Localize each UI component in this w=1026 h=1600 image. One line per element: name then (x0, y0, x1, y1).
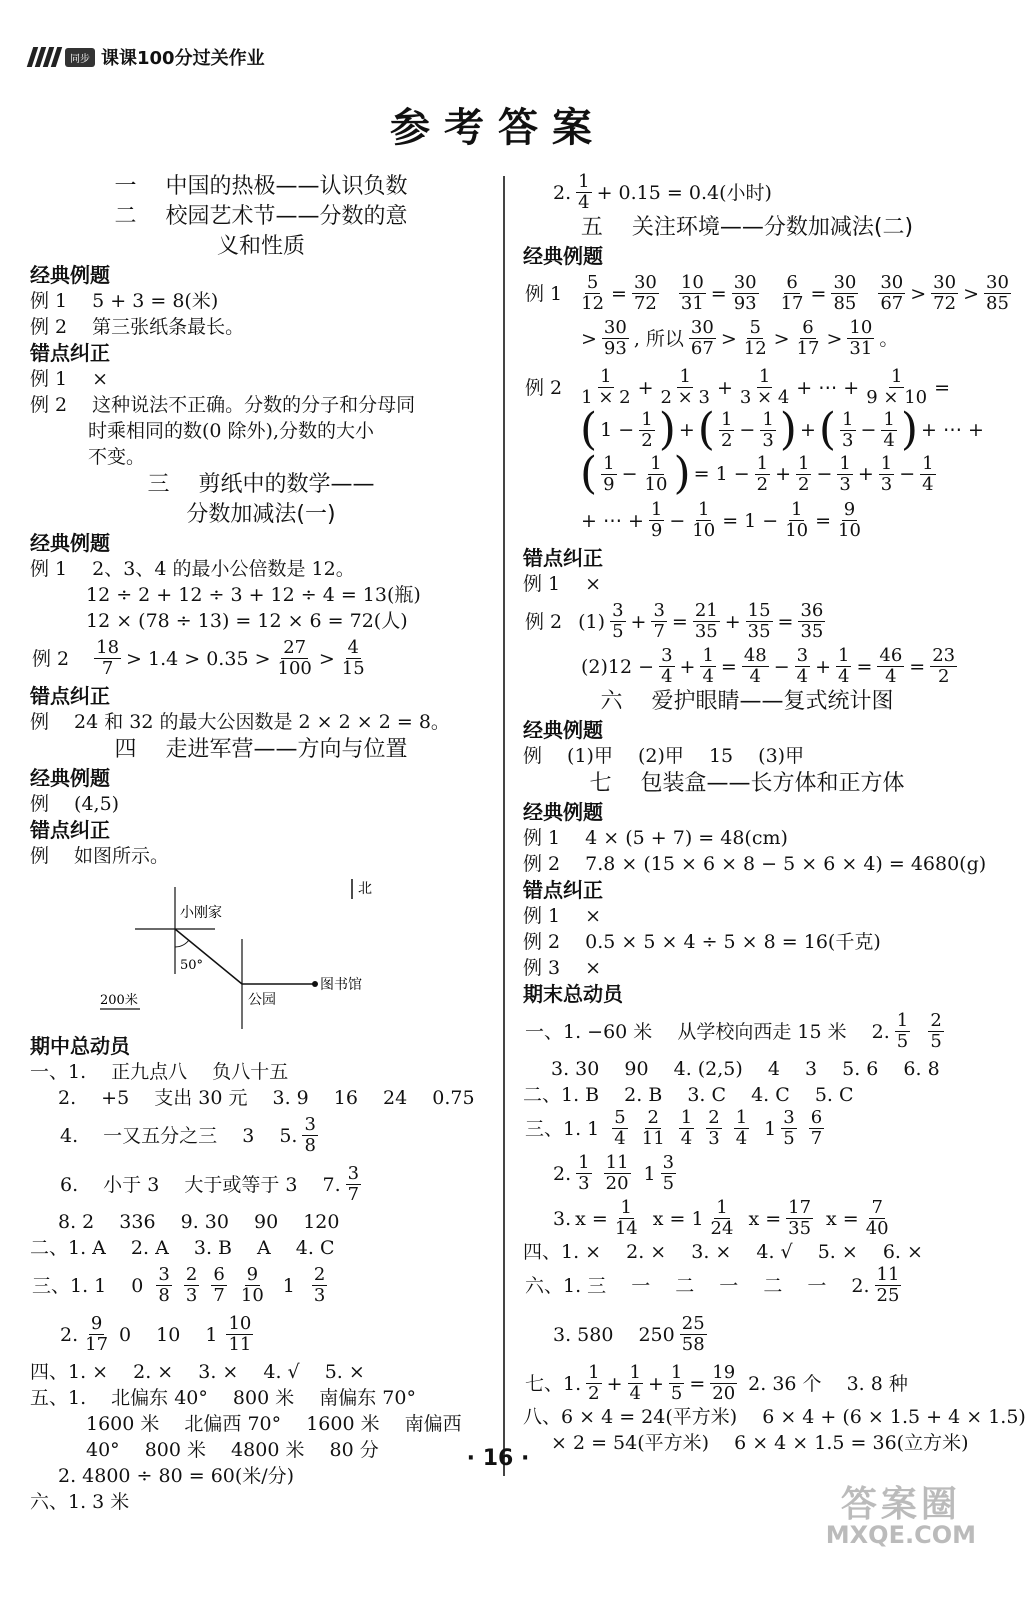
math-text: 三、1. 1 (525, 1117, 600, 1140)
fraction: $\frac{1}{10}$ (785, 499, 809, 541)
math-text: > (581, 327, 597, 350)
section-heading: 二 校园艺术节——分数的意 (114, 204, 408, 229)
math-text: x = 1 (652, 1207, 704, 1230)
answer-line: 12 × (78 ÷ 13) = 12 × 6 = 72(人) (86, 610, 408, 632)
left-column (30, 172, 492, 1515)
fraction: $\frac{17}{35}$ (788, 1197, 812, 1239)
fraction: $\frac{3}{8}$ (158, 1264, 170, 1306)
answer-line: 时乘相同的数(0 除外),分数的大小 (88, 420, 374, 442)
subheading: 错点纠正 (523, 878, 603, 902)
math-line (30, 638, 492, 679)
math-text: > (318, 647, 335, 670)
math-text: x = (748, 1207, 782, 1230)
math-line: 七、1. $\frac{1}{2}$ + $\frac{1}{4}$ + $\frac{1}{5}$ = $\frac{19}{20}$ 2. 36 个 3. 8 种 (525, 1362, 908, 1404)
answer-line: 例 1 × (30, 368, 109, 390)
math-text: 0 10 1 (119, 1323, 218, 1346)
fraction: $\frac{30}{85}$ (833, 272, 857, 314)
home-label: 小刚家 (180, 905, 222, 921)
answer-line: 例 2 第三张纸条最长。 (30, 316, 245, 338)
right-column (523, 171, 1026, 1456)
fraction: $\frac{11}{20}$ (605, 1152, 629, 1194)
badge: 同步 (65, 48, 95, 67)
math-line: + ⋯ + $\frac{1}{9}$ − $\frac{1}{10}$ = 1 − $\frac{1}{10}$ = $\frac{9}{10}$ (581, 499, 861, 541)
math-line: 例 2 $\frac{1}{1 \times 2}$ + $\frac{1}{2 \times 3}$ + $\frac{1}{3 \times 4}$ + ⋯ + $\frac{1}{9 \times 10}$ = (525, 366, 951, 408)
subheading: 期末总动员 (523, 982, 623, 1006)
answer-line: 12 ÷ 2 + 12 ÷ 3 + 12 ÷ 4 = 13(瓶) (86, 584, 421, 606)
answer-line: 例 (1)甲 (2)甲 15 (3)甲 (523, 745, 805, 767)
fraction: $\frac{46}{4}$ (879, 645, 903, 687)
subheading: 经典例题 (523, 718, 603, 742)
math-text: 3. (553, 1207, 572, 1230)
math-text: 1 (282, 1274, 295, 1297)
fraction: $\frac{1}{9}$ (603, 452, 615, 495)
subheading: 经典例题 (523, 800, 603, 824)
math-line (523, 1265, 971, 1306)
fraction: $\frac{30}{72}$ (633, 272, 657, 314)
book-title: 课课100分过关作业 (101, 48, 265, 69)
fraction: $\frac{3}{5}$ (612, 600, 624, 642)
answer-line: 四、1. × 2. × 3. × 4. √ 5. × (30, 1361, 365, 1383)
answer-line: 例 24 和 32 的最大公因数是 2 × 2 × 2 = 8。 (30, 711, 450, 733)
watermark-logo: 答案圈 (840, 1484, 961, 1525)
fraction: $\frac{1}{4}$ (838, 645, 850, 687)
fraction: $\frac{30}{72}$ (933, 272, 957, 314)
math-text: x = (575, 1207, 608, 1230)
fraction: $\frac{1}{2 \times 3}$ (660, 366, 710, 408)
fraction: $\frac{5}{4}$ (614, 1107, 626, 1149)
answer-line: 不变。 (88, 446, 146, 468)
math-line: 例 2 (1) $\frac{3}{5}$ + $\frac{3}{7}$ = $\frac{21}{35}$ + $\frac{15}{35}$ = $\frac{36}{35}$ (525, 600, 824, 642)
subheading: 错点纠正 (30, 341, 110, 365)
fraction: $\frac{10}{11}$ (228, 1313, 252, 1355)
angle-label: 50° (180, 958, 204, 973)
fraction: $\frac{1}{3}$ (880, 452, 893, 495)
answer-line: 40° 800 米 4800 米 80 分 (86, 1439, 379, 1461)
fraction: $\frac{6}{7}$ (213, 1264, 225, 1306)
fraction: $\frac{1}{4}$ (578, 171, 590, 213)
answer-line: 8. 2 336 9. 30 90 120 (58, 1211, 340, 1233)
fraction: $\frac{1}{4}$ (629, 1362, 641, 1404)
north-label: 北 (358, 881, 372, 897)
fraction: $\frac{7}{40}$ (865, 1197, 889, 1239)
answer-line: 例 1 5 + 3 = 8(米) (30, 290, 219, 312)
section-heading: 七 包装盒——长方体和正方体 (589, 771, 905, 796)
subheading: 错点纠正 (30, 684, 110, 708)
math-text: 6. 小于 3 大于或等于 3 7. (60, 1173, 341, 1196)
math-text: 例 1 (525, 282, 563, 305)
math-line (30, 1164, 492, 1205)
fraction: $\frac{6}{17}$ (796, 317, 820, 359)
fraction: $\frac{1}{3}$ (842, 408, 854, 451)
direction-diagram (100, 869, 430, 1039)
book-header (30, 44, 265, 70)
fraction: $\frac{2}{3}$ (313, 1264, 326, 1306)
math-line (523, 1011, 971, 1052)
fraction: $\frac{3}{4}$ (661, 645, 673, 687)
subheading: 经典例题 (30, 766, 110, 790)
subheading: 经典例题 (30, 531, 110, 555)
math-text: 1 (643, 1162, 656, 1185)
fraction: $\frac{1}{3}$ (762, 408, 774, 451)
math-text: = (611, 282, 627, 305)
math-text: 1 (764, 1117, 777, 1140)
fraction: $\frac{3}{7}$ (347, 1163, 360, 1205)
math-line (523, 318, 971, 359)
math-text: 六、1. 三 一 二 一 二 一 2. (525, 1274, 870, 1297)
math-text: > (963, 282, 979, 305)
answer-line: 二、1. A 2. A 3. B A 4. C (30, 1237, 335, 1259)
fraction: $\frac{15}{35}$ (747, 600, 771, 642)
answer-line: 一、1. 正九点八 负八十五 (30, 1061, 289, 1083)
fraction: $\frac{1}{10}$ (692, 499, 716, 541)
fraction: $\frac{1}{5}$ (670, 1362, 683, 1404)
answer-line: 例 如图所示。 (30, 845, 170, 867)
answer-line: 四、1. × 2. × 3. × 4. √ 5. × 6. × (523, 1241, 923, 1263)
fraction: $\frac{6}{17}$ (780, 272, 804, 314)
fraction: $\frac{1}{2}$ (756, 452, 769, 495)
fraction: $\frac{1}{4}$ (883, 408, 895, 451)
page-title: 参考答案 (390, 104, 606, 151)
label: 例 2 (32, 647, 70, 670)
scale-label: 200米 (100, 993, 138, 1008)
answer-line: 例 2 这种说法不正确。分数的分子和分母同 (30, 394, 416, 416)
math-line (523, 172, 971, 213)
math-text: 。 (879, 327, 899, 350)
fraction: $\frac{6}{7}$ (810, 1107, 823, 1149)
math-line (30, 1265, 492, 1306)
fraction: $\frac{18}{7}$ (96, 637, 120, 679)
fraction: $\frac{1}{9 \times 10}$ (866, 366, 928, 408)
fraction: $\frac{48}{4}$ (743, 645, 767, 687)
fraction: $\frac{9}{17}$ (85, 1313, 109, 1355)
answer-line: 五、1. 北偏东 40° 800 米 南偏东 70° (30, 1387, 416, 1409)
fraction: $\frac{3}{7}$ (653, 600, 665, 642)
fraction: $\frac{1}{3}$ (578, 1152, 590, 1194)
answer-line: 例 3 × (523, 957, 602, 979)
fraction: $\frac{10}{31}$ (680, 272, 704, 314)
math-text: 4. 一又五分之三 3 5. (60, 1124, 298, 1147)
math-line (523, 1314, 971, 1355)
fraction: $\frac{9}{10}$ (240, 1264, 264, 1306)
subheading: 错点纠正 (523, 546, 603, 570)
math-text: x = (826, 1207, 859, 1230)
fraction: $\frac{1}{1 \times 2}$ (581, 366, 631, 408)
math-text: = (810, 282, 827, 305)
answer-line: 二、1. B 2. B 3. C 4. C 5. C (523, 1084, 854, 1106)
park-label: 公园 (248, 992, 276, 1008)
page-number: · 16 · (466, 1446, 530, 1471)
fraction: $\frac{30}{67}$ (880, 272, 904, 314)
fraction: $\frac{2}{5}$ (930, 1010, 942, 1052)
math-line (523, 272, 1009, 314)
math-line: ( 1 − $\frac{1}{2}$ ) + ( $\frac{1}{2}$ − $\frac{1}{3}$ ) + ( $\frac{1}{3}$ − $\frac{1}{4}$ ) + ⋯ + (580, 404, 984, 455)
fraction: $\frac{30}{93}$ (733, 272, 757, 314)
fraction: $\frac{21}{35}$ (694, 600, 718, 642)
watermark (825, 1484, 976, 1550)
fraction: $\frac{1}{10}$ (644, 452, 668, 495)
subheading: 经典例题 (30, 263, 110, 287)
math-text: 2. 36 个 3. 8 种 (748, 1372, 908, 1395)
math-text: > 1.4 > 0.35 > (126, 647, 271, 670)
answer-line: 例 2 0.5 × 5 × 4 ÷ 5 × 8 = 16(千克) (523, 931, 881, 953)
stripes-logo-icon (30, 47, 59, 67)
math-text: = (710, 282, 727, 305)
fraction: $\frac{1}{4}$ (922, 452, 934, 495)
fraction: $\frac{1}{24}$ (710, 1197, 734, 1239)
math-line: ( $\frac{1}{9}$ − $\frac{1}{10}$ ) = 1 − $\frac{1}{2}$ + $\frac{1}{2}$ − $\frac{1}{3}$ + $\frac{1}{3}$ − $\frac{1}{4}$ (580, 448, 934, 499)
fraction: $\frac{30}{67}$ (690, 317, 714, 359)
answer-line: 例 2 7.8 × (15 × 6 × 8 − 5 × 6 × 4) = 4680(g) (523, 853, 987, 875)
math-text: > (910, 282, 927, 305)
fraction: $\frac{3}{4}$ (796, 645, 809, 687)
fraction: $\frac{11}{25}$ (876, 1264, 900, 1306)
answer-line: 2. 4800 ÷ 80 = 60(米/分) (58, 1465, 295, 1487)
fraction: $\frac{2}{3}$ (708, 1107, 720, 1149)
fraction: $\frac{1}{2}$ (641, 408, 653, 451)
fraction: $\frac{23}{2}$ (932, 645, 956, 687)
fraction: $\frac{5}{12}$ (581, 272, 605, 314)
library-label: 图书馆 (320, 977, 362, 993)
math-text: + 0.15 = 0.4(小时) (596, 181, 772, 204)
fraction: $\frac{4}{15}$ (341, 637, 365, 679)
section-heading: 四 走进军营——方向与位置 (114, 737, 408, 762)
math-line (30, 1115, 492, 1156)
fraction: $\frac{1}{4}$ (680, 1107, 693, 1149)
answer-line: 例 1 × (523, 905, 602, 927)
answer-line: 3. 30 90 4. (2,5) 4 3 5. 6 6. 8 (551, 1058, 940, 1080)
answer-line: 例 1 2、3、4 的最小公倍数是 12。 (30, 558, 355, 580)
fraction: $\frac{1}{2}$ (798, 452, 810, 495)
fraction: $\frac{3}{8}$ (304, 1114, 316, 1156)
fraction: $\frac{3}{5}$ (783, 1107, 795, 1149)
math-text: 2. (553, 181, 572, 204)
fraction: $\frac{36}{35}$ (800, 600, 824, 642)
fraction: $\frac{5}{12}$ (743, 317, 767, 359)
answer-line: 八、6 × 4 = 24(平方米) 6 × 4 + (6 × 1.5 + 4 × 1.5) (523, 1406, 1026, 1428)
section-heading: 五 关注环境——分数加减法(二) (580, 215, 914, 240)
subheading: 期中总动员 (30, 1034, 130, 1058)
math-text: 三、1. 1 0 (32, 1274, 144, 1297)
fraction: $\frac{27}{100}$ (277, 637, 312, 679)
math-text: > (773, 327, 790, 350)
math-text: 一、1. −60 米 从学校向西走 15 米 2. (525, 1020, 890, 1043)
math-line (523, 1108, 971, 1149)
fraction: $\frac{30}{85}$ (986, 272, 1009, 314)
fraction: $\frac{30}{93}$ (603, 317, 627, 359)
column-divider (503, 176, 505, 1476)
fraction: $\frac{9}{10}$ (838, 499, 861, 541)
math-text: 3. 580 250 (553, 1323, 675, 1346)
fraction: $\frac{3}{5}$ (662, 1152, 675, 1194)
math-text: 2. (60, 1323, 79, 1346)
math-line (523, 1198, 971, 1239)
subheading: 经典例题 (523, 244, 603, 268)
math-text: 七、1. (525, 1372, 582, 1395)
answer-line: 例 1 4 × (5 + 7) = 48(cm) (523, 827, 788, 849)
answer-line: 例 1 × (523, 573, 602, 595)
fraction: $\frac{1}{5}$ (896, 1010, 909, 1052)
math-line (523, 1153, 971, 1194)
direction-diagram-svg (100, 869, 430, 1039)
section-heading: 一 中国的热极——认识负数 (114, 174, 408, 199)
math-text: > (826, 327, 843, 350)
answer-line: 六、1. 3 米 (30, 1491, 130, 1513)
watermark-url: MXQE.COM (825, 1521, 976, 1549)
fraction: $\frac{25}{58}$ (681, 1313, 705, 1355)
section-heading: 六 爱护眼睛——复式统计图 (600, 689, 894, 714)
subheading: 错点纠正 (30, 818, 110, 842)
math-text: 例 2 (525, 610, 563, 633)
fraction: $\frac{1}{2}$ (588, 1362, 600, 1404)
fraction: $\frac{1}{9}$ (650, 499, 663, 541)
fraction: $\frac{2}{3}$ (185, 1264, 198, 1306)
fraction: $\frac{10}{31}$ (849, 317, 873, 359)
math-text: 2. (553, 1162, 572, 1185)
fraction: $\frac{19}{20}$ (712, 1362, 736, 1404)
math-text: 例 2 (525, 376, 563, 399)
answer-line: × 2 = 54(平方米) 6 × 4 × 1.5 = 36(立方米) (551, 1432, 969, 1454)
fraction: $\frac{1}{3 \times 4}$ (739, 366, 790, 408)
fraction: $\frac{1}{2}$ (720, 408, 733, 451)
section-heading: 三 剪纸中的数学—— (147, 472, 375, 497)
fraction: $\frac{2}{11}$ (641, 1107, 665, 1149)
math-line: (2)12 − $\frac{3}{4}$ + $\frac{1}{4}$ = $\frac{48}{4}$ − $\frac{3}{4}$ + $\frac{1}{4}$ = $\frac{46}{4}$ = $\frac{23}{2}$ (581, 645, 956, 687)
math-text: , 所以 (633, 327, 684, 350)
fraction: $\frac{1}{4}$ (702, 645, 714, 687)
fraction: $\frac{1}{3}$ (839, 452, 851, 495)
section-heading: 义和性质 (216, 234, 305, 259)
math-text: > (720, 327, 737, 350)
answer-line: 1600 米 北偏西 70° 1600 米 南偏西 (86, 1413, 462, 1435)
fraction: $\frac{1}{4}$ (735, 1107, 748, 1149)
answer-line: 2. +5 支出 30 元 3. 9 16 24 0.75 (58, 1087, 475, 1109)
answer-line: 例 (4,5) (30, 793, 120, 815)
section-heading: 分数加减法(一) (186, 502, 336, 527)
math-line (30, 1314, 492, 1355)
fraction: $\frac{1}{14}$ (614, 1197, 638, 1239)
